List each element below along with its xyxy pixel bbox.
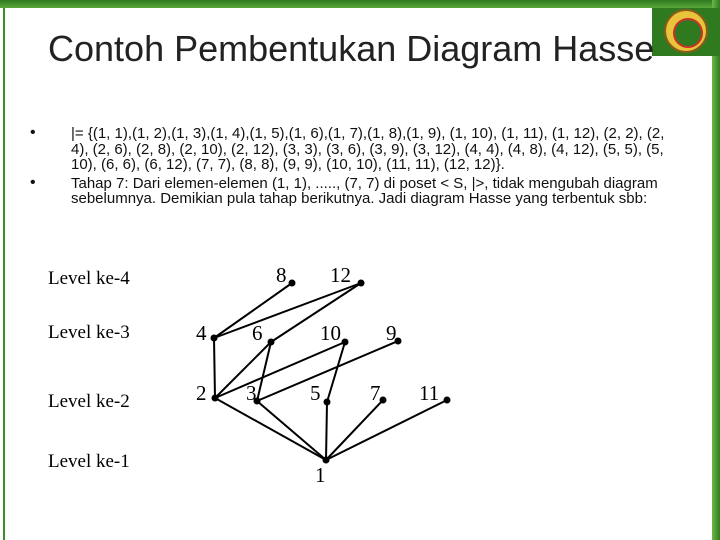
node-10-label: 10 bbox=[320, 321, 341, 345]
edge-2-6 bbox=[215, 342, 271, 398]
level-1-label: Level ke-1 bbox=[48, 451, 130, 472]
node-3-label: 3 bbox=[246, 381, 257, 405]
level-4-label: Level ke-4 bbox=[48, 268, 130, 289]
node-4-label: 4 bbox=[196, 321, 207, 345]
node-6-dot bbox=[268, 339, 275, 346]
node-8-label: 8 bbox=[276, 263, 287, 287]
node-11-dot bbox=[444, 397, 451, 404]
edge-5-10 bbox=[327, 342, 345, 402]
node-2-label: 2 bbox=[196, 381, 207, 405]
bullet-stage-7: • Tahap 7: Dari elemen-elemen (1, 1), ....., (7, 7) di poset < S, |>, tidak mengubah diagram sebelumnya. Demikian pula tahap berikutnya. Jadi diagram Hasse yang terbentuk sbb: bbox=[30, 176, 670, 207]
node-10-dot bbox=[342, 339, 349, 346]
node-6-label: 6 bbox=[252, 321, 263, 345]
node-7-dot bbox=[380, 397, 387, 404]
edge-1-7 bbox=[326, 400, 383, 460]
edge-2-4 bbox=[214, 338, 215, 398]
hasse-nodes bbox=[211, 280, 451, 464]
node-8-dot bbox=[289, 280, 296, 287]
node-12-label: 12 bbox=[330, 263, 351, 287]
node-11-label: 11 bbox=[419, 381, 440, 405]
node-2-dot bbox=[212, 395, 219, 402]
edge-2-10 bbox=[215, 342, 345, 398]
hasse-edges bbox=[214, 283, 447, 460]
node-9-label: 9 bbox=[386, 321, 397, 345]
node-12-dot bbox=[358, 280, 365, 287]
bullet-relation: • |= {(1, 1),(1, 2),(1, 3),(1, 4),(1, 5),(1, 6),(1, 7),(1, 8),(1, 9), (1, 10), (1, 11), (1, 12), (2, 2), (2, 4), (2, 6), (2, 8), (2, 10), (2, 12), (3, 3), (3, 6), (3, 9), (3, 12), (4, 4), (4, 8), (4, 12), (5, 5), (5, 10), (6, 6), (6, 12), (7, 7), (8, 8), (9, 9), (10, 10), (11, 11), (12, 12)}. bbox=[30, 126, 670, 173]
edge-3-6 bbox=[257, 342, 271, 401]
level-2-label: Level ke-2 bbox=[48, 391, 130, 412]
edge-1-3 bbox=[257, 401, 326, 460]
node-5-dot bbox=[324, 399, 331, 406]
node-1-label: 1 bbox=[315, 463, 326, 487]
node-5-label: 5 bbox=[310, 381, 321, 405]
slide-title: Contoh Pembentukan Diagram Hasse bbox=[48, 28, 655, 69]
edge-1-2 bbox=[215, 398, 326, 460]
edge-1-11 bbox=[326, 400, 447, 460]
node-7-label: 7 bbox=[370, 381, 381, 405]
edge-1-5 bbox=[326, 402, 327, 460]
node-4-dot bbox=[211, 335, 218, 342]
level-3-label: Level ke-3 bbox=[48, 322, 130, 343]
